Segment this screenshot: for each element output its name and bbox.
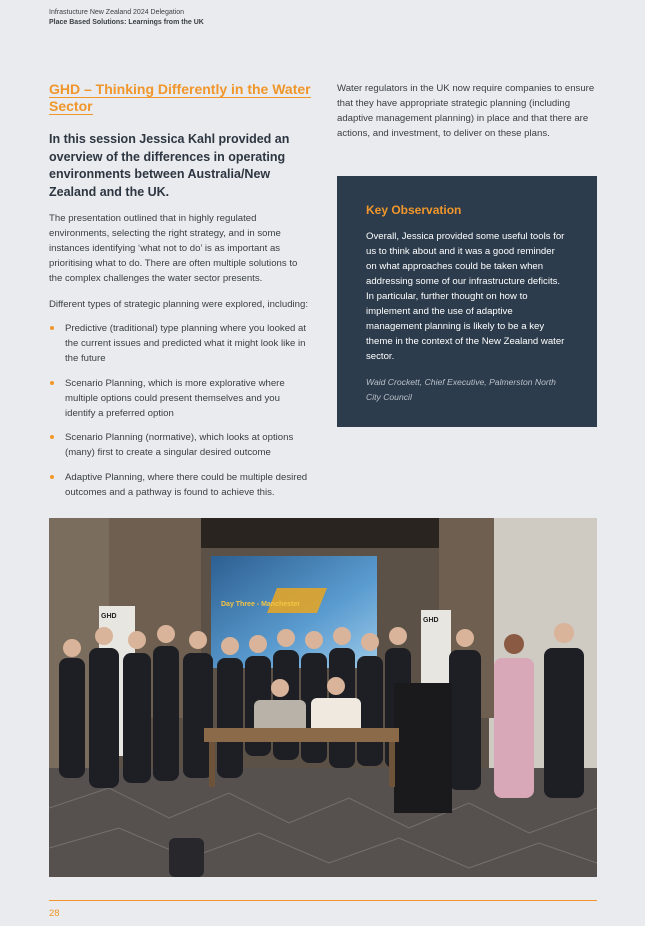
bullet-icon (50, 381, 54, 385)
bullet-icon (50, 475, 54, 479)
key-observation-box (337, 176, 597, 427)
footer-rule (49, 900, 597, 901)
group-photo-illustration (49, 518, 597, 877)
lead-paragraph: In this session Jessica Kahl provided an overview of the differences in operating environments between Australia/New Zealand and the UK. (49, 132, 290, 199)
lectern (394, 683, 452, 813)
regulators-paragraph: Water regulators in the UK now require companies to ensure that they have appropriate strategic planning (including adaptive management planning) in place and that there are actions, and investment, to deliver on these plans. (337, 83, 595, 139)
section-title (49, 81, 311, 115)
list-item-text: Predictive (traditional) type planning where you looked at the current issues and predicted what it might look like in the future (65, 323, 307, 364)
list-item (49, 321, 311, 366)
list-item-text: Adaptive Planning, where there could be multiple desired outcomes and a pathway is found to achieve this. (65, 471, 308, 498)
bullet-icon (50, 326, 54, 330)
header-subtitle: Place Based Solutions: Learnings from the UK (49, 18, 204, 26)
screen-title: Day Three - Manchester (221, 601, 300, 608)
header-title: Infrastucture New Zealand 2024 Delegation (49, 9, 185, 16)
list-item (49, 376, 311, 421)
group-photo (49, 518, 597, 877)
bullet-icon (50, 435, 54, 439)
planning-types-list (49, 321, 311, 500)
key-observation-attribution: Waid Crockett, Chief Executive, Palmerston North City Council (366, 377, 556, 402)
body-paragraph-2: Different types of strategic planning were explored, including: (49, 299, 309, 310)
signing-table (204, 728, 399, 742)
list-item (49, 470, 311, 500)
banner-left-text: GHD (101, 613, 117, 620)
list-item (49, 430, 311, 460)
body-paragraph-1: The presentation outlined that in highly regulated environments, selecting the right strategy, and in some instances identifying ‘what not to do’ is as important as prioritising what to do. There are often multiple solutions to the complex challenges the water sector presents. (49, 213, 298, 284)
section-title-line1: GHD – Thinking Differently in the Water (49, 81, 311, 97)
page-number: 28 (49, 908, 60, 919)
running-header (49, 8, 204, 27)
list-item-text: Scenario Planning, which is more explorative where multiple options could present themselves and you identify a preferred option (65, 377, 285, 419)
key-observation-title: Key Observation (366, 203, 462, 217)
key-observation-text: Overall, Jessica provided some useful tools for us to think about and it was a good reminder on what approaches could be taken when addressing some of our infrastructure deficits. In particular, further thought on how to implement and the use of adaptive management planning is likely to be a key theme in the context of the New Zealand water sector. (366, 231, 565, 362)
right-column (337, 81, 597, 141)
left-column (49, 81, 311, 509)
banner-right-text: GHD (423, 617, 439, 624)
section-title-line2: Sector (49, 98, 93, 114)
list-item-text: Scenario Planning (normative), which looks at options (many) first to create a singular desired outcome (65, 432, 294, 458)
